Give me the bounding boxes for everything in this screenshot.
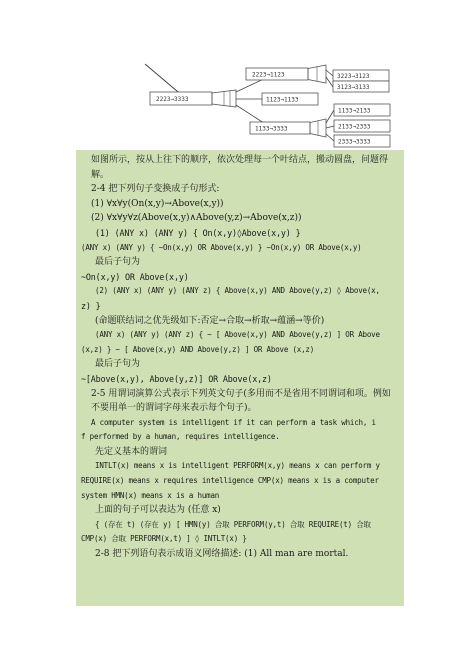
- tree-node-root-label: 2223→3333: [156, 96, 189, 103]
- tree-node-bottom: [250, 122, 310, 134]
- exercise-2-8-heading: 2-8 把下列语句表示成语义网络描述: (1) All man are mortal.: [95, 549, 349, 560]
- tree-node-bottom-child-3-label: 2333→3333: [338, 138, 371, 146]
- expression-line-2: CMP(x) 合取 PERFORM(x,t) ] ◊ INTLT(x) }: [81, 534, 247, 544]
- tree-node-mid: [262, 93, 318, 105]
- step-2-clause: (2) (ANY x) (ANY y) (ANY z) { Above(x,y) AND Above(y,z) ◊ Above(x,: [95, 286, 380, 296]
- paragraph-solution-note: 如图所示，按从上往下的顺序，依次处理每一个叶结点，搬动圆盘，问题得解。: [91, 155, 389, 180]
- edge-bottom-1: [326, 110, 334, 123]
- final-clause-label-1: 最后子句为: [95, 257, 141, 268]
- exercise-2-4-heading: 2-4 把下列句子变换成子句形式:: [91, 184, 220, 195]
- text-panel: [76, 150, 404, 606]
- step-1-clause: (1) (ANY x) (ANY y) { On(x,y)◊Above(x,y) }: [95, 227, 301, 238]
- predicate-definitions-2: REQUIRE(x) means x requires intelligence CMP(x) means x is a computer: [81, 476, 379, 486]
- tree-node-top-child-1: [333, 70, 389, 81]
- tree-node-top-child-2-label: 3123→3133: [337, 83, 370, 91]
- tree-node-top: [246, 68, 308, 80]
- tree-node-mid-label: 1123→1133: [266, 96, 299, 104]
- define-predicates-label: 先定义基本的谓词: [95, 446, 168, 457]
- precedence-note: (命题联结词之优先级如下:否定→合取→析取→蕴涵→等价): [95, 315, 325, 326]
- formula-1: (1) ∀x∀y(On(x,y)→Above(x,y)): [91, 198, 224, 209]
- tree-node-bottom-child-2-label: 2133→2333: [338, 123, 371, 131]
- edge-bottom-2: [326, 126, 334, 128]
- step-2-transform: (ANY x) (ANY y) (ANY z) { ~ [ Above(x,y) AND Above(y,z) ] OR Above: [95, 330, 380, 340]
- tree-node-bottom-child-1-label: 1133→2133: [338, 107, 371, 115]
- tree-node-bottom-child-1: [334, 104, 390, 116]
- tree-node-top-child-2: [333, 81, 389, 92]
- formula-2: (2) ∀x∀y∀z(Above(x,y)∧Above(y,z)→Above(x,z)): [91, 213, 302, 224]
- expression-intro: 上面的句子可以表达为 (任意 x): [95, 505, 221, 516]
- tree-node-root: [150, 92, 212, 105]
- tree-node-top-child-1-label: 3223→3123: [337, 72, 370, 80]
- step-2-transform-cont: (x,z) } ~ [ Above(x,y) AND Above(y,z) ] OR Above (x,z): [81, 344, 315, 354]
- edge-bottom-3: [326, 134, 334, 141]
- step-2-clause-cont: z) }: [81, 300, 101, 311]
- english-sentence-cont: f performed by a human, requires intelligence.: [81, 432, 280, 442]
- tree-diagram: [0, 0, 474, 150]
- predicate-definitions-3: system HMN(x) means x is a human: [81, 490, 220, 500]
- tree-node-bottom-label: 1133→3333: [255, 125, 288, 133]
- english-sentence: A computer system is intelligent if it can perform a task which, i: [91, 417, 376, 427]
- edge-top-up: [326, 70, 333, 76]
- edge-top-down: [326, 77, 333, 87]
- tree-node-bottom-child-2: [334, 120, 390, 132]
- step-1-transform: (ANY x) (ANY y) { ~On(x,y) OR Above(x,y) } ~On(x,y) OR Above(x,y): [81, 242, 362, 252]
- expression-line-1: { (存在 t) (存在 y) [ HMN(y) 合取 PERFORM(y,t) 合取 REQUIRE(t) 合取: [95, 519, 371, 529]
- final-clause-1: ~On(x,y) OR Above(x,y): [81, 271, 189, 282]
- tree-node-top-label: 2223→1123: [252, 71, 285, 79]
- exercise-2-5-heading: 2-5 用谓词演算公式表示下列英文句子(多用而不是省用不同谓词和项。例如不要用单一的谓词字母来表示每个句子)。: [91, 388, 391, 414]
- predicate-definitions-1: INTLT(x) means x is intelligent PERFORM(x,y) means x can perform y: [95, 461, 380, 471]
- final-clause-2: ~[Above(x,y), Above(y,z)] OR Above(x,z): [81, 373, 272, 384]
- tree-node-bottom-child-3: [334, 135, 390, 147]
- final-clause-label-2: 最后子句为: [95, 359, 141, 370]
